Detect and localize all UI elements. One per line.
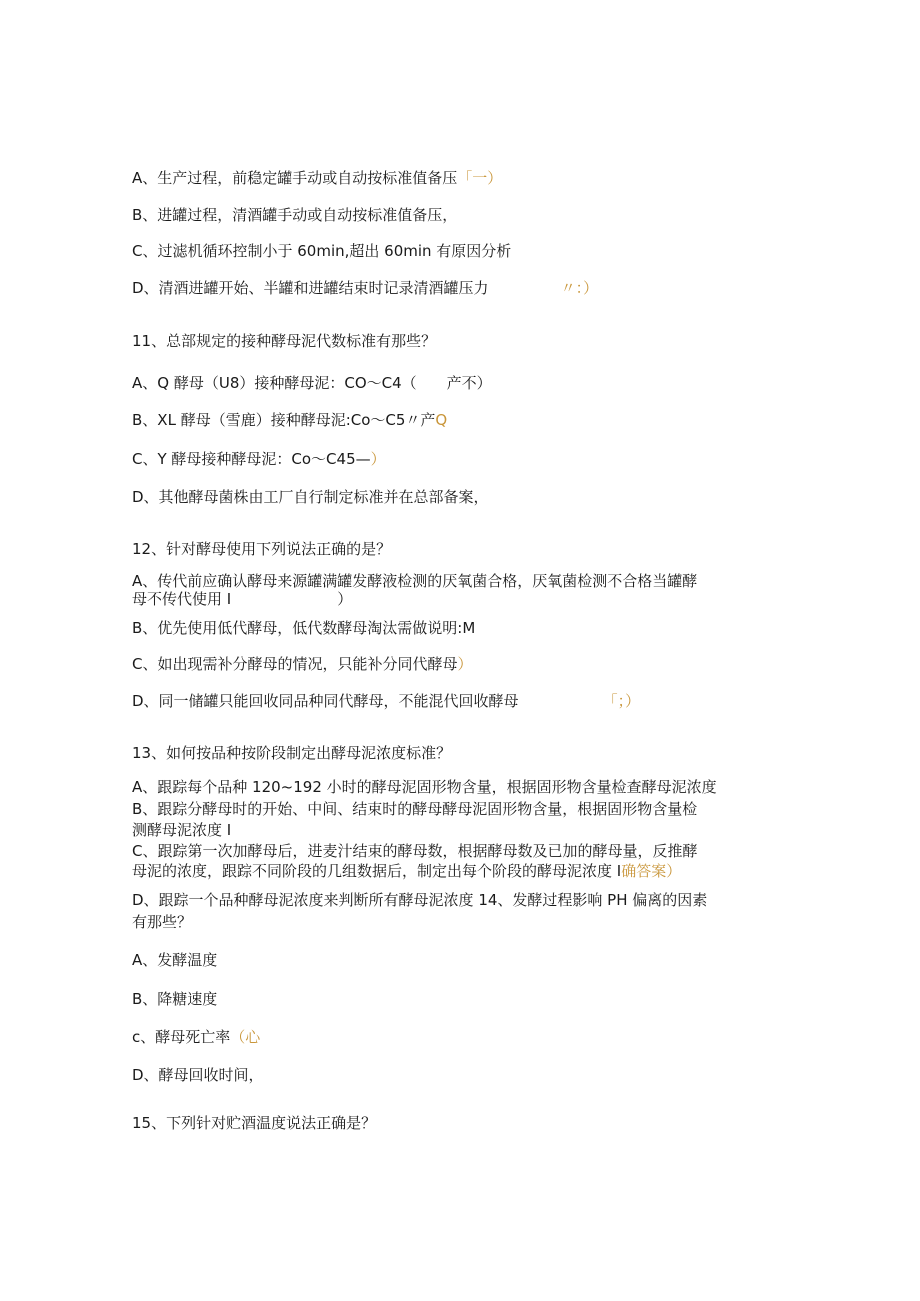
q13-option-b-line1: B、跟踪分酵母时的开始、中间、结束时的酵母酵母泥固形物含量，根据固形物含量检 xyxy=(132,800,698,818)
q13-option-d-line2: 有那些？ xyxy=(132,913,193,931)
q11-option-b-text: B、XL 酵母（雪鹿）接种酵母泥:Co～C5〃产 xyxy=(132,411,436,429)
q10-option-a xyxy=(132,167,502,189)
q11-option-a-text: A、Q 酵母（U8）接种酵母泥：CO～C4（ xyxy=(132,374,417,392)
q11-option-a-tail: 产不） xyxy=(446,374,492,392)
q12-option-a-line2-text: 母不传代使用 I xyxy=(132,590,232,608)
q14-option-c-mark: （心 xyxy=(230,1028,261,1046)
q10-option-d-mark: 〃：） xyxy=(560,279,599,297)
q11-option-b-mark: Q xyxy=(435,411,448,429)
q13-option-c-line1: C、跟踪第一次加酵母后，进麦汁结束的酵母数，根据酵母数及已加的酵母量，反推酵 xyxy=(132,842,698,860)
q10-option-d xyxy=(132,277,598,299)
q10-option-d-text: D、清酒进罐开始、半罐和进罐结束时记录清酒罐压力 xyxy=(132,279,489,297)
q11-option-d: D、其他酵母菌株由工厂自行制定标准并在总部备案， xyxy=(132,488,489,506)
q13-option-c-mark: 确答案） xyxy=(621,862,682,880)
q11-option-a xyxy=(132,372,492,394)
q11-title: 11、总部规定的接种酵母泥代数标准有那些？ xyxy=(132,332,437,350)
q12-option-a-line1: A、传代前应确认酵母来源罐满罐发酵液检测的厌氧菌合格，厌氧菌检测不合格当罐酵 xyxy=(132,572,698,590)
q10-option-a-text: A、生产过程，前稳定罐手动或自动按标准值备压 xyxy=(132,169,458,187)
q14-option-d: D、酵母回收时间， xyxy=(132,1066,264,1084)
q12-option-a-line2 xyxy=(132,588,352,610)
q11-option-c-text: C、Y 酵母接种酵母泥：Co～C45— xyxy=(132,450,371,468)
q13-option-d-line1: D、跟踪一个品种酵母泥浓度来判断所有酵母泥浓度 14、发酵过程影响 PH 偏离的因素 xyxy=(132,891,708,909)
q13-option-b-line2: 测酵母泥浓度 I xyxy=(132,821,232,839)
q10-option-a-mark: 「一） xyxy=(457,169,503,187)
q11-option-b xyxy=(132,409,447,431)
q12-option-d xyxy=(132,690,640,712)
q10-option-c: C、过滤机循环控制小于 60min,超出 60min 有原因分析 xyxy=(132,242,512,260)
q12-title: 12、针对酵母使用下列说法正确的是？ xyxy=(132,540,392,558)
q13-title: 13、如何按品种按阶段制定出酵母泥浓度标准？ xyxy=(132,744,452,762)
q13-option-c-line2 xyxy=(132,860,681,882)
q11-option-c-mark: ） xyxy=(370,450,386,468)
q10-option-b: B、进罐过程，清酒罐手动或自动按标准值备压， xyxy=(132,206,458,224)
q12-option-b: B、优先使用低代酵母，低代数酵母淘汰需做说明:M xyxy=(132,619,476,637)
q15-title: 15、下列针对贮酒温度说法正确是？ xyxy=(132,1114,377,1132)
q12-option-d-text: D、同一储罐只能回收同品种同代酵母，不能混代回收酵母 xyxy=(132,692,519,710)
q13-option-a: A、跟踪每个品种 120~192 小时的酵母泥固形物含量，根据固形物含量检查酵母泥浓度 xyxy=(132,778,717,796)
q14-option-a: A、发酵温度 xyxy=(132,951,218,969)
q11-option-c xyxy=(132,448,386,470)
q12-option-c-text: C、如出现需补分酵母的情况，只能补分同代酵母 xyxy=(132,655,458,673)
q14-option-c-text: c、酵母死亡率 xyxy=(132,1028,231,1046)
q12-option-c xyxy=(132,653,473,675)
q14-option-c xyxy=(132,1026,260,1048)
q13-option-c-line2-text: 母泥的浓度，跟踪不同阶段的几组数据后，制定出每个阶段的酵母泥浓度 I xyxy=(132,862,622,880)
q12-option-d-mark: 「；） xyxy=(602,692,641,710)
q14-option-b: B、降糖速度 xyxy=(132,990,218,1008)
q12-option-a-tail: ） xyxy=(337,590,353,608)
q12-option-c-mark: ） xyxy=(457,655,473,673)
